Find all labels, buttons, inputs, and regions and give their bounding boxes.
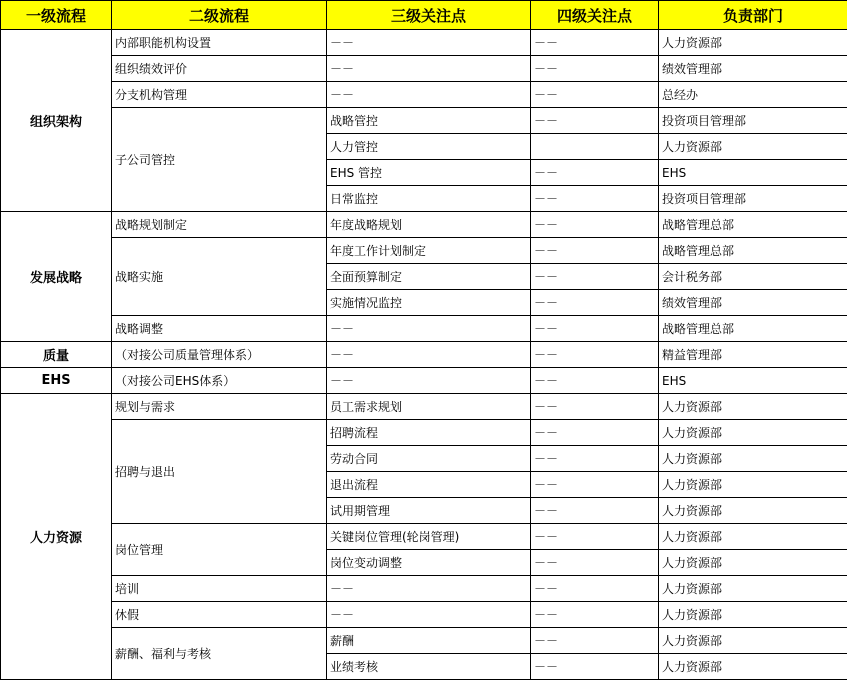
level3-cell: －－ [327, 368, 531, 394]
department-cell: 人力资源部 [659, 654, 847, 680]
header-level4: 四级关注点 [531, 1, 659, 30]
level3-cell: 年度战略规划 [327, 212, 531, 238]
level2-cell: 休假 [112, 602, 327, 628]
department-cell: 绩效管理部 [659, 56, 847, 82]
level4-cell: －－ [531, 82, 659, 108]
level4-cell: －－ [531, 30, 659, 56]
department-cell: 人力资源部 [659, 576, 847, 602]
level2-cell: 薪酬、福利与考核 [112, 628, 327, 680]
department-cell: 人力资源部 [659, 550, 847, 576]
table-row [1, 30, 847, 56]
level1-cell: 人力资源 [1, 394, 112, 680]
level3-cell: 劳动合同 [327, 446, 531, 472]
level4-cell: －－ [531, 108, 659, 134]
level3-cell: 实施情况监控 [327, 290, 531, 316]
level4-cell: －－ [531, 264, 659, 290]
table-row [1, 238, 847, 264]
level4-cell: －－ [531, 472, 659, 498]
level4-cell: －－ [531, 602, 659, 628]
level1-cell: 发展战略 [1, 212, 112, 342]
table-row [1, 628, 847, 654]
level2-cell: 子公司管控 [112, 108, 327, 212]
level3-cell: 试用期管理 [327, 498, 531, 524]
table-row [1, 108, 847, 134]
level3-cell: 关键岗位管理(轮岗管理) [327, 524, 531, 550]
department-cell: 人力资源部 [659, 602, 847, 628]
level1-cell: 质量 [1, 342, 112, 368]
level4-cell: －－ [531, 420, 659, 446]
table-row [1, 420, 847, 446]
table-row [1, 394, 847, 420]
level4-cell: －－ [531, 290, 659, 316]
department-cell: 人力资源部 [659, 472, 847, 498]
table-row [1, 368, 847, 394]
level3-cell: －－ [327, 82, 531, 108]
level3-cell: －－ [327, 316, 531, 342]
level4-cell: －－ [531, 238, 659, 264]
level3-cell: －－ [327, 342, 531, 368]
level3-cell: 人力管控 [327, 134, 531, 160]
department-cell: 人力资源部 [659, 30, 847, 56]
level3-cell: 全面预算制定 [327, 264, 531, 290]
level3-cell: 年度工作计划制定 [327, 238, 531, 264]
level4-cell: －－ [531, 498, 659, 524]
level2-cell: 战略调整 [112, 316, 327, 342]
level3-cell: －－ [327, 576, 531, 602]
level3-cell: 岗位变动调整 [327, 550, 531, 576]
level2-cell: 战略实施 [112, 238, 327, 316]
level2-cell: （对接公司EHS体系） [112, 368, 327, 394]
header-row [1, 1, 847, 30]
level4-cell: －－ [531, 56, 659, 82]
level3-cell: －－ [327, 602, 531, 628]
level3-cell: 招聘流程 [327, 420, 531, 446]
table-row [1, 524, 847, 550]
level2-cell: 战略规划制定 [112, 212, 327, 238]
level3-cell: 战略管控 [327, 108, 531, 134]
table-row [1, 212, 847, 238]
level2-cell: （对接公司质量管理体系） [112, 342, 327, 368]
department-cell: 绩效管理部 [659, 290, 847, 316]
department-cell: 战略管理总部 [659, 212, 847, 238]
level4-cell: －－ [531, 342, 659, 368]
level2-cell: 招聘与退出 [112, 420, 327, 524]
level1-cell: 组织架构 [1, 30, 112, 212]
department-cell: EHS [659, 160, 847, 186]
table-row [1, 56, 847, 82]
level4-cell: －－ [531, 576, 659, 602]
department-cell: 人力资源部 [659, 394, 847, 420]
header-level2: 二级流程 [112, 1, 327, 30]
department-cell: 人力资源部 [659, 524, 847, 550]
level4-cell [531, 134, 659, 160]
level2-cell: 岗位管理 [112, 524, 327, 576]
department-cell: 战略管理总部 [659, 238, 847, 264]
level3-cell: 日常监控 [327, 186, 531, 212]
level2-cell: 内部职能机构设置 [112, 30, 327, 56]
header-level3: 三级关注点 [327, 1, 531, 30]
table-row [1, 82, 847, 108]
header-department: 负责部门 [659, 1, 847, 30]
level3-cell: 薪酬 [327, 628, 531, 654]
department-cell: 人力资源部 [659, 498, 847, 524]
level3-cell: －－ [327, 56, 531, 82]
department-cell: 人力资源部 [659, 134, 847, 160]
table-row [1, 576, 847, 602]
department-cell: 会计税务部 [659, 264, 847, 290]
level3-cell: 退出流程 [327, 472, 531, 498]
level2-cell: 培训 [112, 576, 327, 602]
level3-cell: －－ [327, 30, 531, 56]
department-cell: 投资项目管理部 [659, 108, 847, 134]
level4-cell: －－ [531, 524, 659, 550]
department-cell: 投资项目管理部 [659, 186, 847, 212]
level4-cell: －－ [531, 368, 659, 394]
level4-cell: －－ [531, 550, 659, 576]
table-row [1, 342, 847, 368]
department-cell: 人力资源部 [659, 446, 847, 472]
department-cell: 人力资源部 [659, 420, 847, 446]
department-cell: EHS [659, 368, 847, 394]
level3-cell: EHS 管控 [327, 160, 531, 186]
level2-cell: 规划与需求 [112, 394, 327, 420]
level4-cell: －－ [531, 160, 659, 186]
level2-cell: 分支机构管理 [112, 82, 327, 108]
department-cell: 总经办 [659, 82, 847, 108]
department-cell: 人力资源部 [659, 628, 847, 654]
level4-cell: －－ [531, 654, 659, 680]
level4-cell: －－ [531, 446, 659, 472]
department-cell: 精益管理部 [659, 342, 847, 368]
table-row [1, 316, 847, 342]
level4-cell: －－ [531, 316, 659, 342]
level4-cell: －－ [531, 186, 659, 212]
level4-cell: －－ [531, 394, 659, 420]
level3-cell: 业绩考核 [327, 654, 531, 680]
level4-cell: －－ [531, 628, 659, 654]
department-cell: 战略管理总部 [659, 316, 847, 342]
header-level1: 一级流程 [1, 1, 112, 30]
table-row [1, 602, 847, 628]
level2-cell: 组织绩效评价 [112, 56, 327, 82]
level1-cell: EHS [1, 368, 112, 394]
level4-cell: －－ [531, 212, 659, 238]
level3-cell: 员工需求规划 [327, 394, 531, 420]
